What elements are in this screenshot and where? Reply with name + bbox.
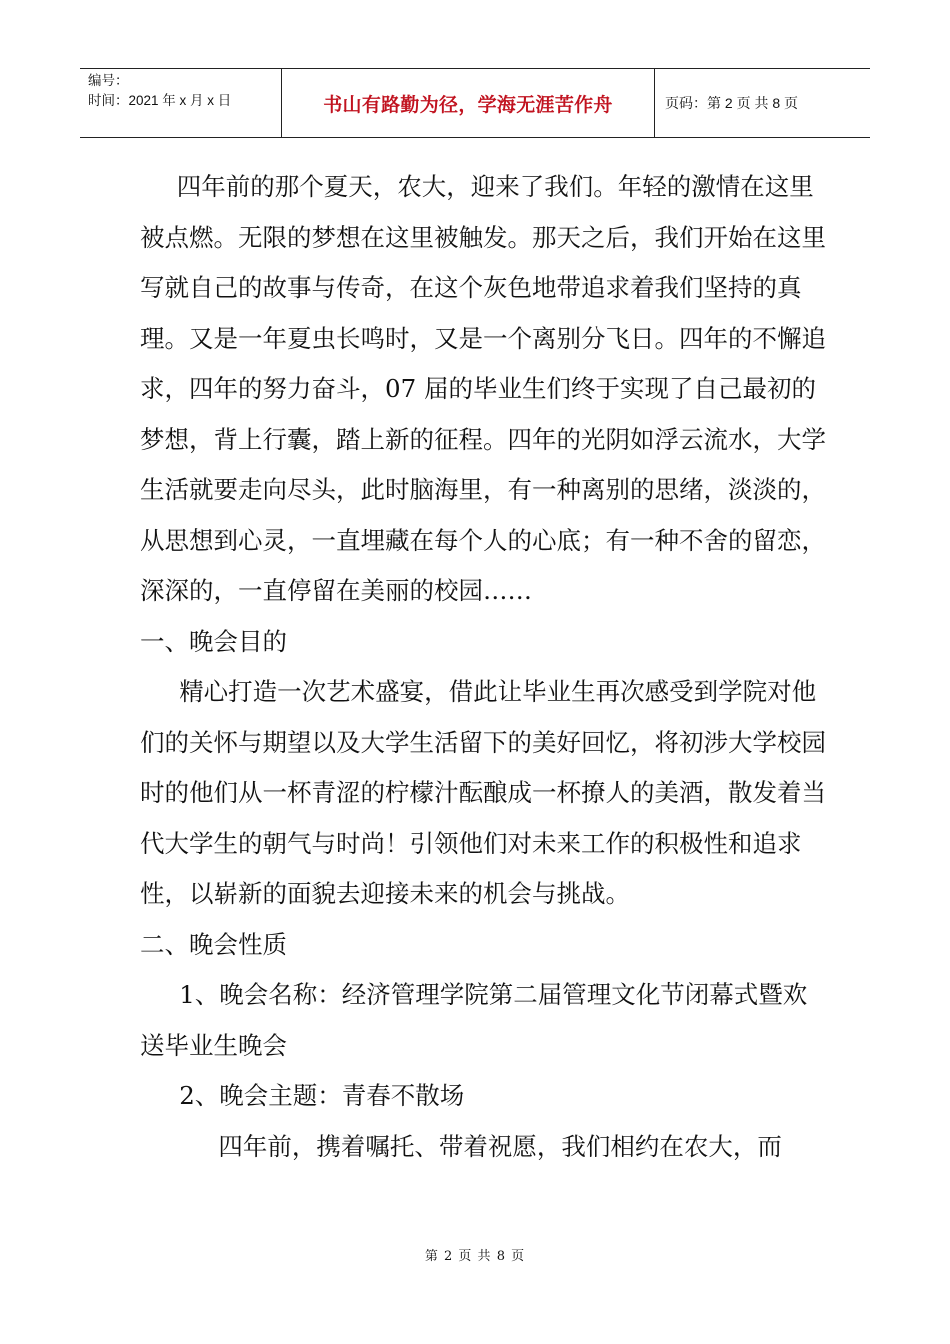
header-motto: 书山有路勤为径，学海无涯苦作舟 (282, 69, 655, 137)
page-footer: 第 2 页 共 8 页 (424, 1249, 526, 1264)
document-date: 时间：2021 年 x 月 x 日 (88, 93, 232, 108)
page-header (80, 68, 870, 138)
theme-paragraph: 四年前，携着嘱托、带着祝愿，我们相约在农大，而 (218, 1131, 782, 1161)
purpose-paragraph: 精心打造一次艺术盛宴，借此让毕业生再次感受到学院对他们的关怀与期望以及大学生活留下的美好回忆，将初涉大学校园时的他们从一杯青涩的柠檬汁酝酿成一杯撩人的美酒，散发着当代大学生的朝气与时尚！引领他们对未来工作的积极性和追求性，以崭新的面貌去迎接未来的机会与挑战。 (140, 677, 826, 908)
section-heading-purpose: 一、晚会目的 (140, 626, 287, 656)
document-number: 编号： (88, 73, 129, 88)
event-theme-item: 2、晚会主题：青春不散场 (179, 1081, 465, 1110)
header-meta (80, 69, 282, 137)
intro-paragraph: 四年前的那个夏天，农大，迎来了我们。年轻的激情在这里被点燃。无限的梦想在这里被触发。那天之后，我们开始在这里写就自己的故事与传奇，在这个灰色地带追求着我们坚持的真理。又是一年夏虫长鸣时，又是一个离别分飞日。四年的不懈追求，四年的努力奋斗，07 届的毕业生们终于实现了自己最初的梦想，背上行囊，踏上新的征程。四年的光阴如浮云流水，大学生活就要走向尽头，此时脑海里，有一种离别的思绪，淡淡的，从思想到心灵，一直埋藏在每个人的心底；有一种不舍的留恋，深深的，一直停留在美丽的校园…… (140, 172, 826, 605)
event-name-item: 1、晚会名称：经济管理学院第二届管理文化节闭幕式暨欢送毕业生晚会 (140, 980, 808, 1060)
header-page-info: 页码：第 2 页 共 8 页 (665, 95, 799, 111)
section-heading-nature: 二、晚会性质 (140, 929, 287, 959)
document-body (140, 162, 830, 1172)
